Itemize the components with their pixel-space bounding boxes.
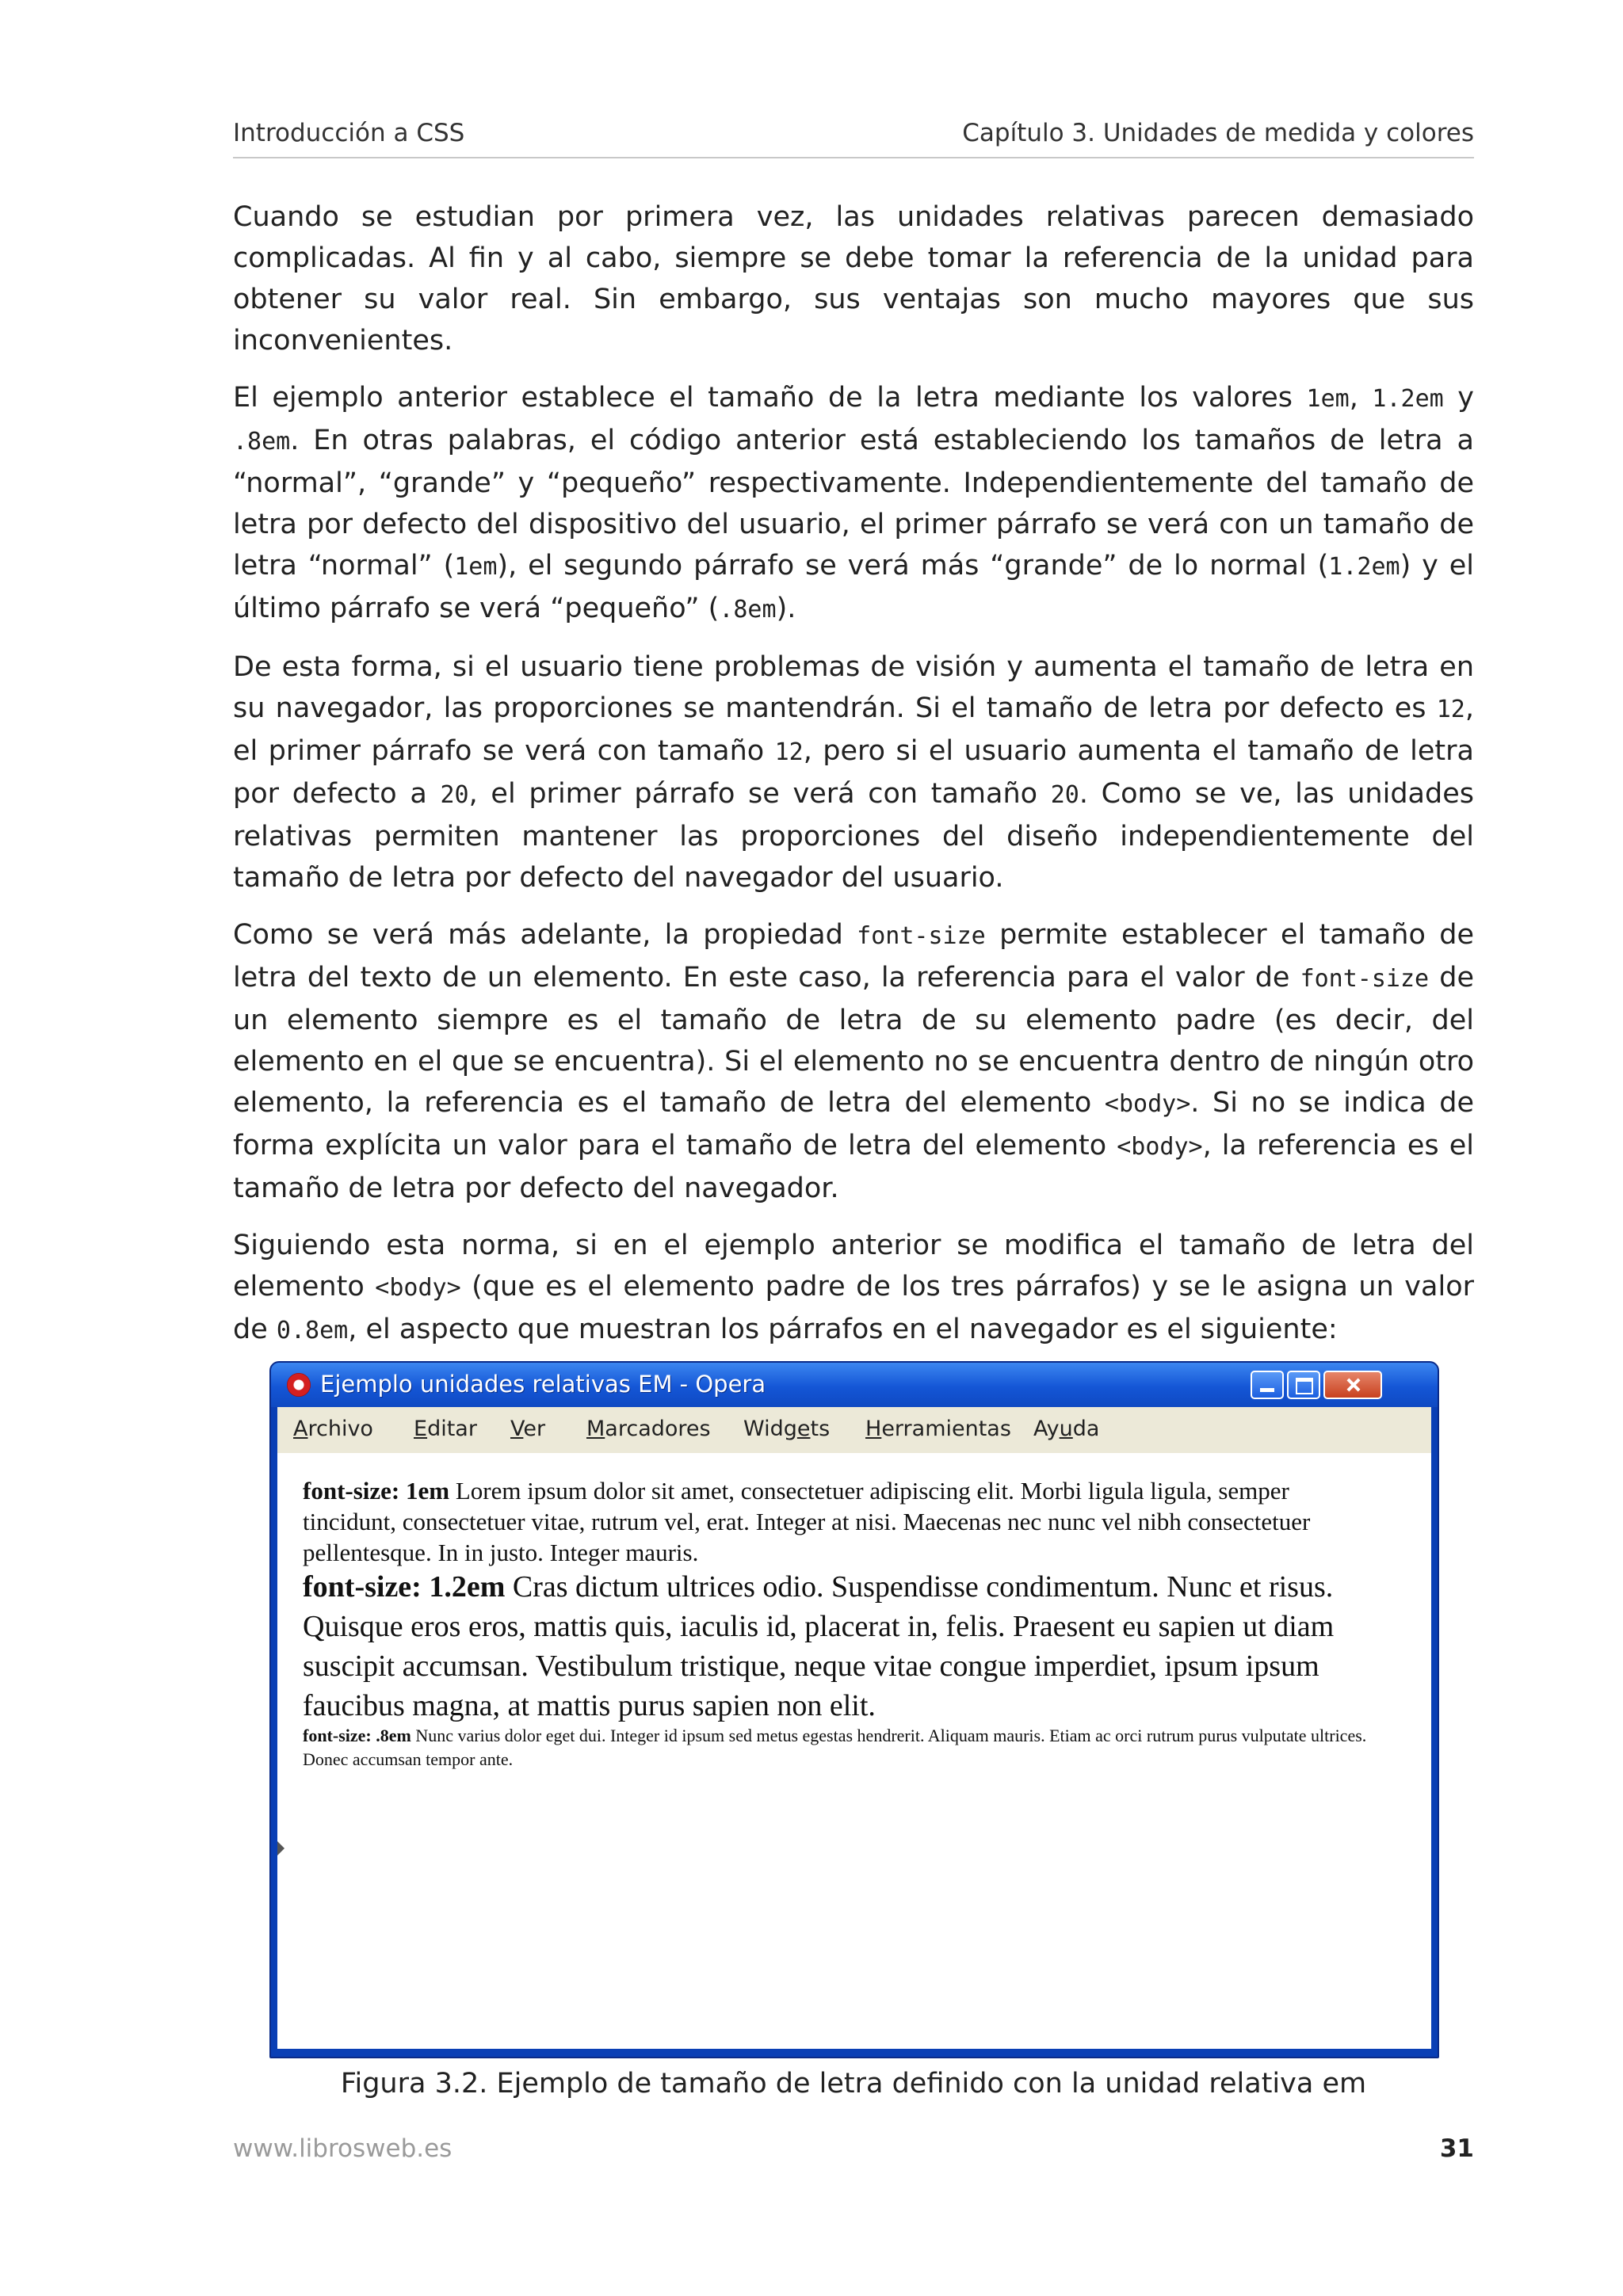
inline-code: <body>: [375, 1274, 461, 1302]
inline-code: 20: [440, 781, 469, 809]
menu-herramientas: Herramientas: [865, 1417, 1011, 1441]
figure-caption: Figura 3.2. Ejemplo de tamaño de letra definido con la unidad relativa em: [340, 2068, 1367, 2100]
browser-window-screenshot: [269, 1361, 1439, 2058]
sample-paragraph-1em: font-size: 1em Lorem ipsum dolor sit amet, consectetuer adipiscing elit. Morbi ligula ligula, semper tincidunt, consectetuer vitae, rutrum vel, erat. Integer at nisi. Maecenas nec nunc vel nibh consectetuer pellentesque. In in justo. Integer mauris.: [303, 1477, 1311, 1566]
menu-marcadores: Marcadores: [586, 1417, 711, 1441]
window-titlebar: [271, 1363, 1438, 1407]
book-title: Introducción a CSS: [233, 119, 465, 147]
menu-bar: [277, 1407, 1431, 1453]
page-header: [233, 119, 1474, 158]
inline-code: 12: [1436, 696, 1465, 723]
paragraph-1: Cuando se estudian por primera vez, las unidades relativas parecen demasiado complicadas. Al fin y al cabo, siempre se debe tomar la referencia de la unidad para obtener su valor real. Sin embargo, sus ventajas son mucho mayores que sus inconvenientes.: [233, 201, 1474, 357]
page-number: 31: [1439, 2134, 1474, 2163]
inline-code: 20: [1050, 781, 1079, 809]
browser-viewport: [277, 1453, 1431, 2049]
arrow-right-icon: [277, 1841, 285, 1855]
inline-code: 1.2em: [1372, 385, 1444, 413]
inline-code: <body>: [1117, 1133, 1203, 1161]
inline-code: .8em: [233, 428, 291, 456]
inline-code: font-size: [1300, 965, 1430, 993]
inline-code: 0.8em: [276, 1317, 349, 1344]
close-icon: [1323, 1371, 1382, 1399]
inline-code: 1em: [454, 553, 498, 581]
inline-code: 12: [774, 738, 804, 766]
menu-widgets: Widgets: [743, 1417, 831, 1441]
opera-logo-icon: [287, 1373, 311, 1397]
sample-paragraph-1-2em: font-size: 1.2em Cras dictum ultrices odio. Suspendisse condimentum. Nunc et risus. Quisque eros eros, mattis quis, iaculis id, placerat in, felis. Praesent eu sapien ut diam suscipit accumsan. Vestibulum tristique, neque vitae congue imperdiet, ipsum ipsum faucibus magna, at mattis purus sapien non elit.: [303, 1570, 1335, 1722]
body-text: [233, 196, 1474, 1367]
paragraph-5: Siguiendo esta norma, si en el ejemplo anterior se modifica el tamaño de letra del elemento <body> (que es el elemento padre de los tres párrafos) y se le asigna un valor de 0.8em, el aspecto que muestran los párrafos en el navegador es el siguiente:: [233, 1230, 1474, 1345]
inline-code: <body>: [1104, 1090, 1191, 1118]
inline-code: .8em: [719, 596, 777, 624]
window-title: Ejemplo unidades relativas EM - Opera: [320, 1371, 766, 1398]
menu-ver: Ver: [510, 1417, 546, 1441]
menu-editar: Editar: [414, 1417, 477, 1441]
paragraph-4: Como se verá más adelante, la propiedad font-size permite establecer el tamaño de letra del texto de un elemento. En este caso, la referencia para el valor de font-size de un elemento siempre es el tamaño de letra de su elemento padre (es decir, del elemento en el que se encuentra). Si el elemento no se encuentra dentro de ningún otro elemento, la referencia es el tamaño de letra del elemento <body>. Si no se indica de forma explícita un valor para el tamaño de letra del elemento <body>, la referencia es el tamaño de letra por defecto del navegador.: [233, 919, 1474, 1204]
paragraph-3: De esta forma, si el usuario tiene problemas de visión y aumenta el tamaño de letra en su navegador, las proporciones se mantendrán. Si el tamaño de letra por defecto es 12, el primer párrafo se verá con tamaño 12, pero si el usuario aumenta el tamaño de letra por defecto a 20, el primer párrafo se verá con tamaño 20. Como se ve, las unidades relativas permiten mantener las proporciones del diseño independientemente del tamaño de letra por defecto del navegador del usuario.: [233, 651, 1474, 894]
menu-ayuda: Ayuda: [1033, 1417, 1100, 1441]
footer-site: www.librosweb.es: [233, 2134, 453, 2163]
paragraph-2: El ejemplo anterior establece el tamaño de la letra mediante los valores 1em, 1.2em y .8em. En otras palabras, el código anterior está estableciendo los tamaños de letra a “normal”, “grande” y “pequeño” respectivamente. Independientemente del tamaño de letra por defecto del dispositivo del usuario, el primer párrafo se verá con un tamaño de letra “normal” (1em), el segundo párrafo se verá más “grande” de lo normal (1.2em) y el último párrafo se verá “pequeño” (.8em).: [233, 382, 1474, 624]
sample-paragraph-0-8em: font-size: .8em Nunc varius dolor eget dui. Integer id ipsum sed metus egestas hendrerit. Aliquam mauris. Etiam ac orci rutrum purus vulputate ultrices. Donec accumsan tempor ante.: [303, 1726, 1367, 1769]
menu-archivo: Archivo: [293, 1417, 373, 1441]
minimize-icon: [1251, 1371, 1284, 1399]
inline-code: 1em: [1306, 385, 1350, 413]
inline-code: font-size: [857, 922, 986, 950]
maximize-icon: [1287, 1371, 1320, 1399]
chapter-title: Capítulo 3. Unidades de medida y colores: [962, 119, 1474, 147]
inline-code: 1.2em: [1328, 553, 1400, 581]
